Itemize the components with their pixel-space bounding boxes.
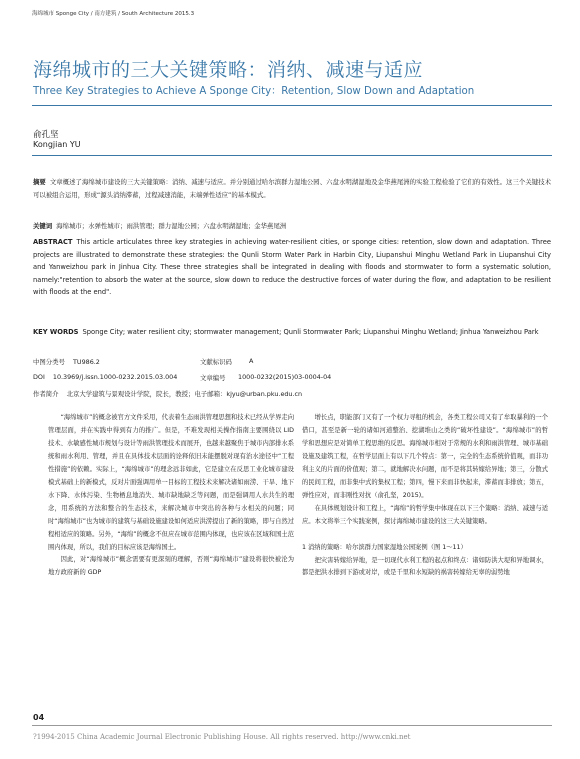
classification-line <box>33 357 254 366</box>
author-info-line <box>33 389 302 398</box>
abstract-chinese <box>33 176 551 201</box>
body-column-left <box>48 412 294 716</box>
keywords-cn-text: 海绵城市；水弹性城市；雨洪管理；群力湿地公园；六盘水明湖湿地；金华燕尾洲 <box>56 222 287 230</box>
section-heading: 1 消纳的策略：哈尔滨群力国家湿地公园案例（图 1～11） <box>302 543 467 551</box>
title-rule <box>32 105 552 106</box>
doccode-value: A <box>249 357 254 365</box>
body-paragraph: 在具体规划设计和工程上，“海绵”的哲学集中体现在以下三个策略：消纳、减速与适应。本文将举三个实践案例，探讨海绵城市建设的这三大关键策略。 <box>302 504 548 525</box>
footer-rule <box>32 725 552 726</box>
abstract-cn-label: 摘要 <box>33 178 46 186</box>
title-english: Three Key Strategies to Achieve A Sponge City：Retention, Slow Down and Adaptation <box>33 86 475 97</box>
keywords-chinese <box>33 220 551 233</box>
keywords-cn-label: 关键词 <box>33 222 53 230</box>
keywords-en-text: Sponge City; water resilient city; stormwater management; Qunli Stormwater Park; Liupanshui Minghu Wetland; Jinhua Yanweizhou Park <box>82 328 539 336</box>
doi-value: 10.3969/j.issn.1000-0232.2015.03.004 <box>52 373 178 381</box>
doccode-label: 文献标识码 <box>200 358 232 366</box>
doi-line <box>33 373 332 382</box>
title-chinese: 海绵城市的三大关键策略：消纳、减速与适应 <box>33 59 424 81</box>
author-info-label: 作者简介 <box>33 390 59 398</box>
author-info-value: 北京大学建筑与景观设计学院，院长，教授；电子邮箱：kjyu@urban.pku.edu.cn <box>66 390 303 398</box>
article-no-value: 1000-0232(2015)03-0004-04 <box>238 373 332 381</box>
author-rule <box>32 155 552 156</box>
clc-value: TU986.2 <box>73 358 100 366</box>
body-paragraph: 因此，对“海绵城市”概念需要有更深刻的理解，否则“海绵城市”建设将很快被沦为地方政府新的 GDP <box>48 556 294 577</box>
keywords-en-label: KEY WORDS <box>33 328 79 336</box>
copyright-footer: ?1994-2015 China Academic Journal Electronic Publishing House. All rights reserved. http://www.cnki.net <box>33 733 411 741</box>
abstract-cn-text: 文章概述了海绵城市建设的三大关键策略：消纳、减速与适应。并分别通过哈尔滨群力湿地公园、六盘水明湖湿地及金华燕尾洲的实验工程检验了它们的有效性。这三个关键技术可以被组合运用，形成“源头消纳滞蓄，过程减速消能，末端弹性适应”的基本模式。 <box>33 178 552 199</box>
body-column-right <box>302 412 548 716</box>
doi-label: DOI <box>33 373 45 381</box>
abstract-english <box>33 236 551 299</box>
body-paragraph: “海绵城市”的概念被官方文件采用，代表着生态雨洪管理思想和技术已经从学界走向管理层面，并在实践中得到有力的推广。但是，不难发现相关操作指南主要围绕以 LID 技术、水敏感性城市规划与设计等雨洪管理技术而展开，也越来越聚焦于城市内部排水系统和雨水利用、管理，并且在具体技术层面的诠释依旧未能摆脱对现有治水途径中“工程性措施”的依赖。实际上，“海绵城市”的理念远非如此，它是建立在反思工业化城市建设模式基础上的新模式，反对片面强调用单一目标的工程技术来解决诸如雨涝、干旱、地下水下降、水体污染、生物栖息地消失、城市缺地缺乏等问题，而是强调用人水共生的理念，用系统的方法和整合的生态技术，来解决城市中突出的各种与水相关的问题；同时“海绵城市”也为城市的建筑与基础设施建设如何适应洪涝提出了新的策略，即与自然过程相适应的策略。另外，“海绵”的概念不但应在城市范围内体现，也应该在区域和国土范围内体现，所以，我们的目标应该是海绵国土。 <box>48 414 294 551</box>
running-header: 海绵城市 Sponge City / 南方建筑 / South Architecture 2015.3 <box>32 11 195 17</box>
keywords-english <box>33 326 551 339</box>
abstract-en-text: This article articulates three key strategies in achieving water-resilient cities, or sponge cities: retention, slow down and adaptation. Three projects are illustrated to demonstrate these strategies: the Qunli Storm Water Park in Harbin City, Liupanshui Minghu Wetland Park in Liupanshui City and Yanweizhou park in Jinhua City. These three strategies shall be integrated in dealing with floods and stormwater to form a systematic solution, namely:"retention to absorb the water at the source, slow down to reduce the destructive forces of water during the flow, and adaptation to be resilient with floods at the end". <box>33 238 551 297</box>
body-paragraph: 把灾害转嫁给异地，是一切现代水利工程的起点和终点：诸如防洪大堤和异地调水，都是把洪水排到下游或对岸，或是千里和水短缺的祸害转嫁给无辜的弱势地 <box>302 556 548 577</box>
clc-label: 中图分类号 <box>33 358 65 366</box>
body-paragraph: 增长点，职能部门又有了一个权力寻租的机会，各类工程公司又有了牟取暴利的一个借口，甚至是新一轮的诸如河道整治、挖湖堆山之类的“破坏性建设”。“海绵城市”的哲学和思想应是对简单工程思维的反思。海绵城市相对于常规的水利和雨洪管理、城市基础设施及建筑工程，在哲学层面上有以下几个特点：第一，完全的生态系统价值观，而非功利主义的片面的价值观；第二，就地解决水问题，而不是将其转嫁给异地；第三，分散式的民间工程，而非集中式的集权工程；第四，慢下来而非快起来，滞蓄而非排放；第五，弹性应对，而非刚性对抗（俞孔坚，2015)。 <box>302 414 548 499</box>
page-number: 04 <box>33 713 45 722</box>
abstract-en-label: ABSTRACT <box>33 238 73 246</box>
article-no-label: 文章编号 <box>200 374 226 382</box>
author-chinese: 俞孔坚 <box>33 130 59 140</box>
author-english: Kongjian YU <box>33 140 81 149</box>
